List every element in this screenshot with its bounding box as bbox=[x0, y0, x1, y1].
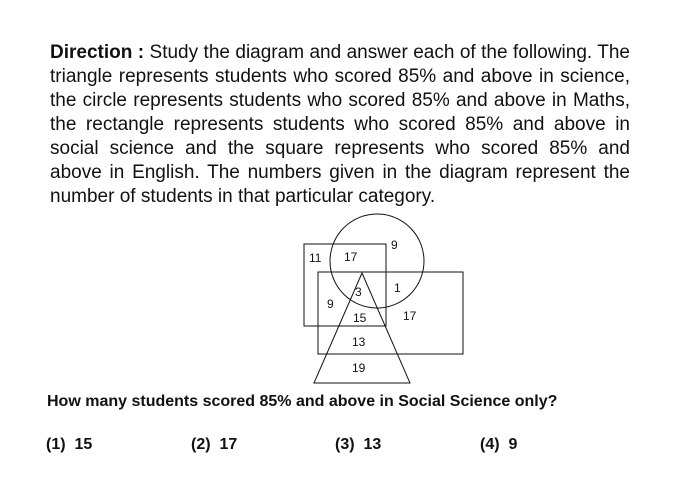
option-4-number: (4) bbox=[480, 436, 500, 453]
option-3-number: (3) bbox=[335, 436, 355, 453]
direction-text: Study the diagram and answer each of the following. The triangle represents students who scored 85% and above in science, the circle represents students who scored 85% and above in Maths, the rectangle represents students who scored 85% and above in social science and the square represents who scored 85% and above in English. The numbers given in the diagram represent the number of students in that particular category. bbox=[50, 42, 631, 207]
option-4-value: 9 bbox=[508, 436, 518, 453]
region-science-english: 9 bbox=[327, 297, 334, 311]
region-science-social-science: 13 bbox=[352, 335, 366, 349]
region-social-science-only: 17 bbox=[403, 309, 417, 323]
question-text: How many students scored 85% and above in Social Science only? bbox=[47, 393, 558, 410]
region-maths-english: 17 bbox=[344, 250, 358, 264]
option-3[interactable] bbox=[335, 436, 381, 454]
option-2-value: 17 bbox=[219, 436, 238, 453]
direction-label: Direction : bbox=[50, 42, 145, 63]
region-maths-social-science: 1 bbox=[394, 281, 401, 295]
option-4[interactable] bbox=[480, 436, 517, 454]
region-science-maths-english: 3 bbox=[355, 285, 362, 299]
region-science-social-science-english: 15 bbox=[353, 311, 367, 325]
option-3-value: 13 bbox=[363, 436, 382, 453]
region-english-only: 11 bbox=[309, 251, 322, 265]
option-2[interactable] bbox=[191, 436, 237, 454]
option-2-number: (2) bbox=[191, 436, 211, 453]
option-1[interactable] bbox=[46, 436, 92, 454]
region-maths-only: 9 bbox=[391, 238, 398, 252]
region-science-only: 19 bbox=[352, 361, 366, 375]
option-1-number: (1) bbox=[46, 436, 66, 453]
social-science-rectangle bbox=[318, 272, 463, 354]
option-1-value: 15 bbox=[74, 436, 93, 453]
